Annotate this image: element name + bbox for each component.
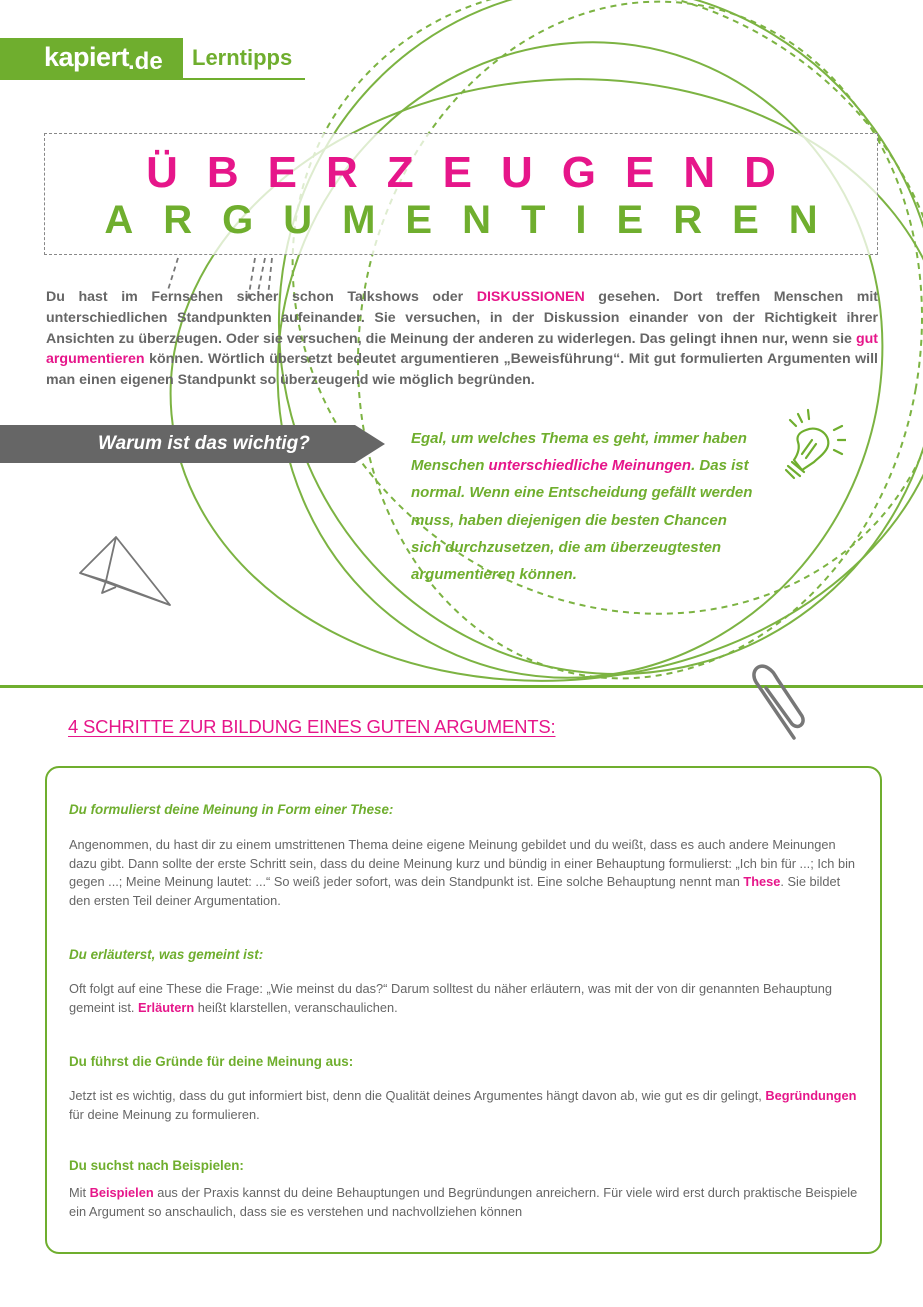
step-text: Jetzt ist es wichtig, dass du gut informiert bist, denn die Qualität deines Argumentes hängt davon ab, wie gut es dir gelingt, (69, 1088, 766, 1103)
intro-text: Du hast im Fernsehen sicher schon Talkshows oder (46, 289, 477, 305)
step-text: Mit (69, 1185, 90, 1200)
step-3-text (69, 1087, 864, 1124)
logo-tld: .de (128, 48, 163, 75)
intro-text: gesehen. Dort treffen Menschen mit unterschiedlichen Standpunkten aufeinander. Sie versuchen, in der Diskussion einander von der Richtigkeit ihrer Ansichten zu überzeugen. Oder sie versuchen, die Meinung der anderen zu widerlegen. Das gelingt ihnen nur, wenn sie (46, 289, 879, 347)
step-text: heißt klarstellen, veranschaulichen. (194, 999, 398, 1015)
logo-subtitle: Lerntipps (192, 45, 293, 70)
intro-highlight: gut argumentieren (46, 330, 878, 368)
step-text: Angenommen, du hast dir zu einem umstrittenen Thema deine eigene Meinung gebildet und du weißt, dass es auch andere Meinungen dazu gibt. Dann sollte der erste Schritt sein, dass du deine Meinung kurz und bündig in einer Behauptung formulierst: „Ich bin für ...; Ich bin gegen ...; Meine Meinung lautet: ...“ So weiß jeder sofort, was dein Standpunkt ist. Eine solche Behauptung nennt man (69, 837, 856, 889)
step-keyword: These (743, 874, 781, 889)
step-1-heading: Du formulierst deine Meinung in Form einer These: (69, 802, 394, 817)
why-label: Warum ist das wichtig? (98, 433, 310, 454)
logo-underline (183, 78, 305, 80)
step-4-heading: Du suchst nach Beispielen: (69, 1158, 244, 1173)
step-2-text (69, 980, 864, 1017)
step-keyword: Begründungen (765, 1088, 857, 1103)
step-1-text (69, 836, 864, 910)
why-arrow-banner (0, 425, 385, 463)
why-quote (411, 425, 756, 588)
steps-box (45, 766, 882, 1254)
steps-title: 4 SCHRITTE ZUR BILDUNG EINES GUTEN ARGUMENTS: (68, 716, 556, 737)
quote-text: . Das ist normal. Wenn eine Entscheidung gefällt werden muss, haben diejenigen die besten Chancen sich durchzusetzen, die am überzeugtesten argumentieren können. (411, 457, 753, 584)
intro-highlight: DISKUSSIONEN (476, 289, 585, 305)
quote-highlight: unterschiedliche Meinungen (488, 457, 692, 475)
intro-paragraph (46, 287, 878, 391)
step-3-heading: Du führst die Gründe für deine Meinung aus: (69, 1054, 354, 1069)
title-box (44, 133, 878, 255)
step-4-text (69, 1184, 864, 1221)
paper-plane-icon (76, 535, 174, 609)
title-line-1: ÜBERZEUGEND (146, 148, 805, 197)
step-2-heading: Du erläuterst, was gemeint ist: (69, 947, 264, 962)
brand-header (0, 38, 305, 80)
step-text: für deine Meinung zu formulieren. (69, 1106, 260, 1122)
logo-text: kapiert (44, 42, 130, 72)
paperclip-icon (744, 660, 810, 744)
step-text: Oft folgt auf eine These die Frage: „Wie meinst du das?“ Darum solltest du näher erläutern, was mit der von dir genannten Behauptung gemeint ist. (69, 981, 833, 1015)
lightbulb-icon (776, 408, 846, 480)
title-line-2: ARGUMENTIEREN (104, 198, 848, 242)
step-text: aus der Praxis kannst du deine Behauptungen und Begründungen anreichern. Für viele wird erst durch praktische Beispiele ein Argument so anschaulich, dass sie es verstehen und nachvollziehen können (69, 1185, 858, 1219)
intro-text: können. Wörtlich übersetzt bedeutet argumentieren „Beweisführung“. Mit gut formulierten Argumenten will man einen eigenen Standpunkt so überzeugend wie möglich begründen. (46, 351, 878, 389)
quote-text: Egal, um welches Thema es geht, immer haben Menschen (411, 430, 747, 475)
step-keyword: Erläutern (138, 999, 195, 1015)
step-keyword: Beispielen (89, 1185, 154, 1200)
step-text: . Sie bildet den ersten Teil deiner Argumentation. (69, 874, 841, 908)
